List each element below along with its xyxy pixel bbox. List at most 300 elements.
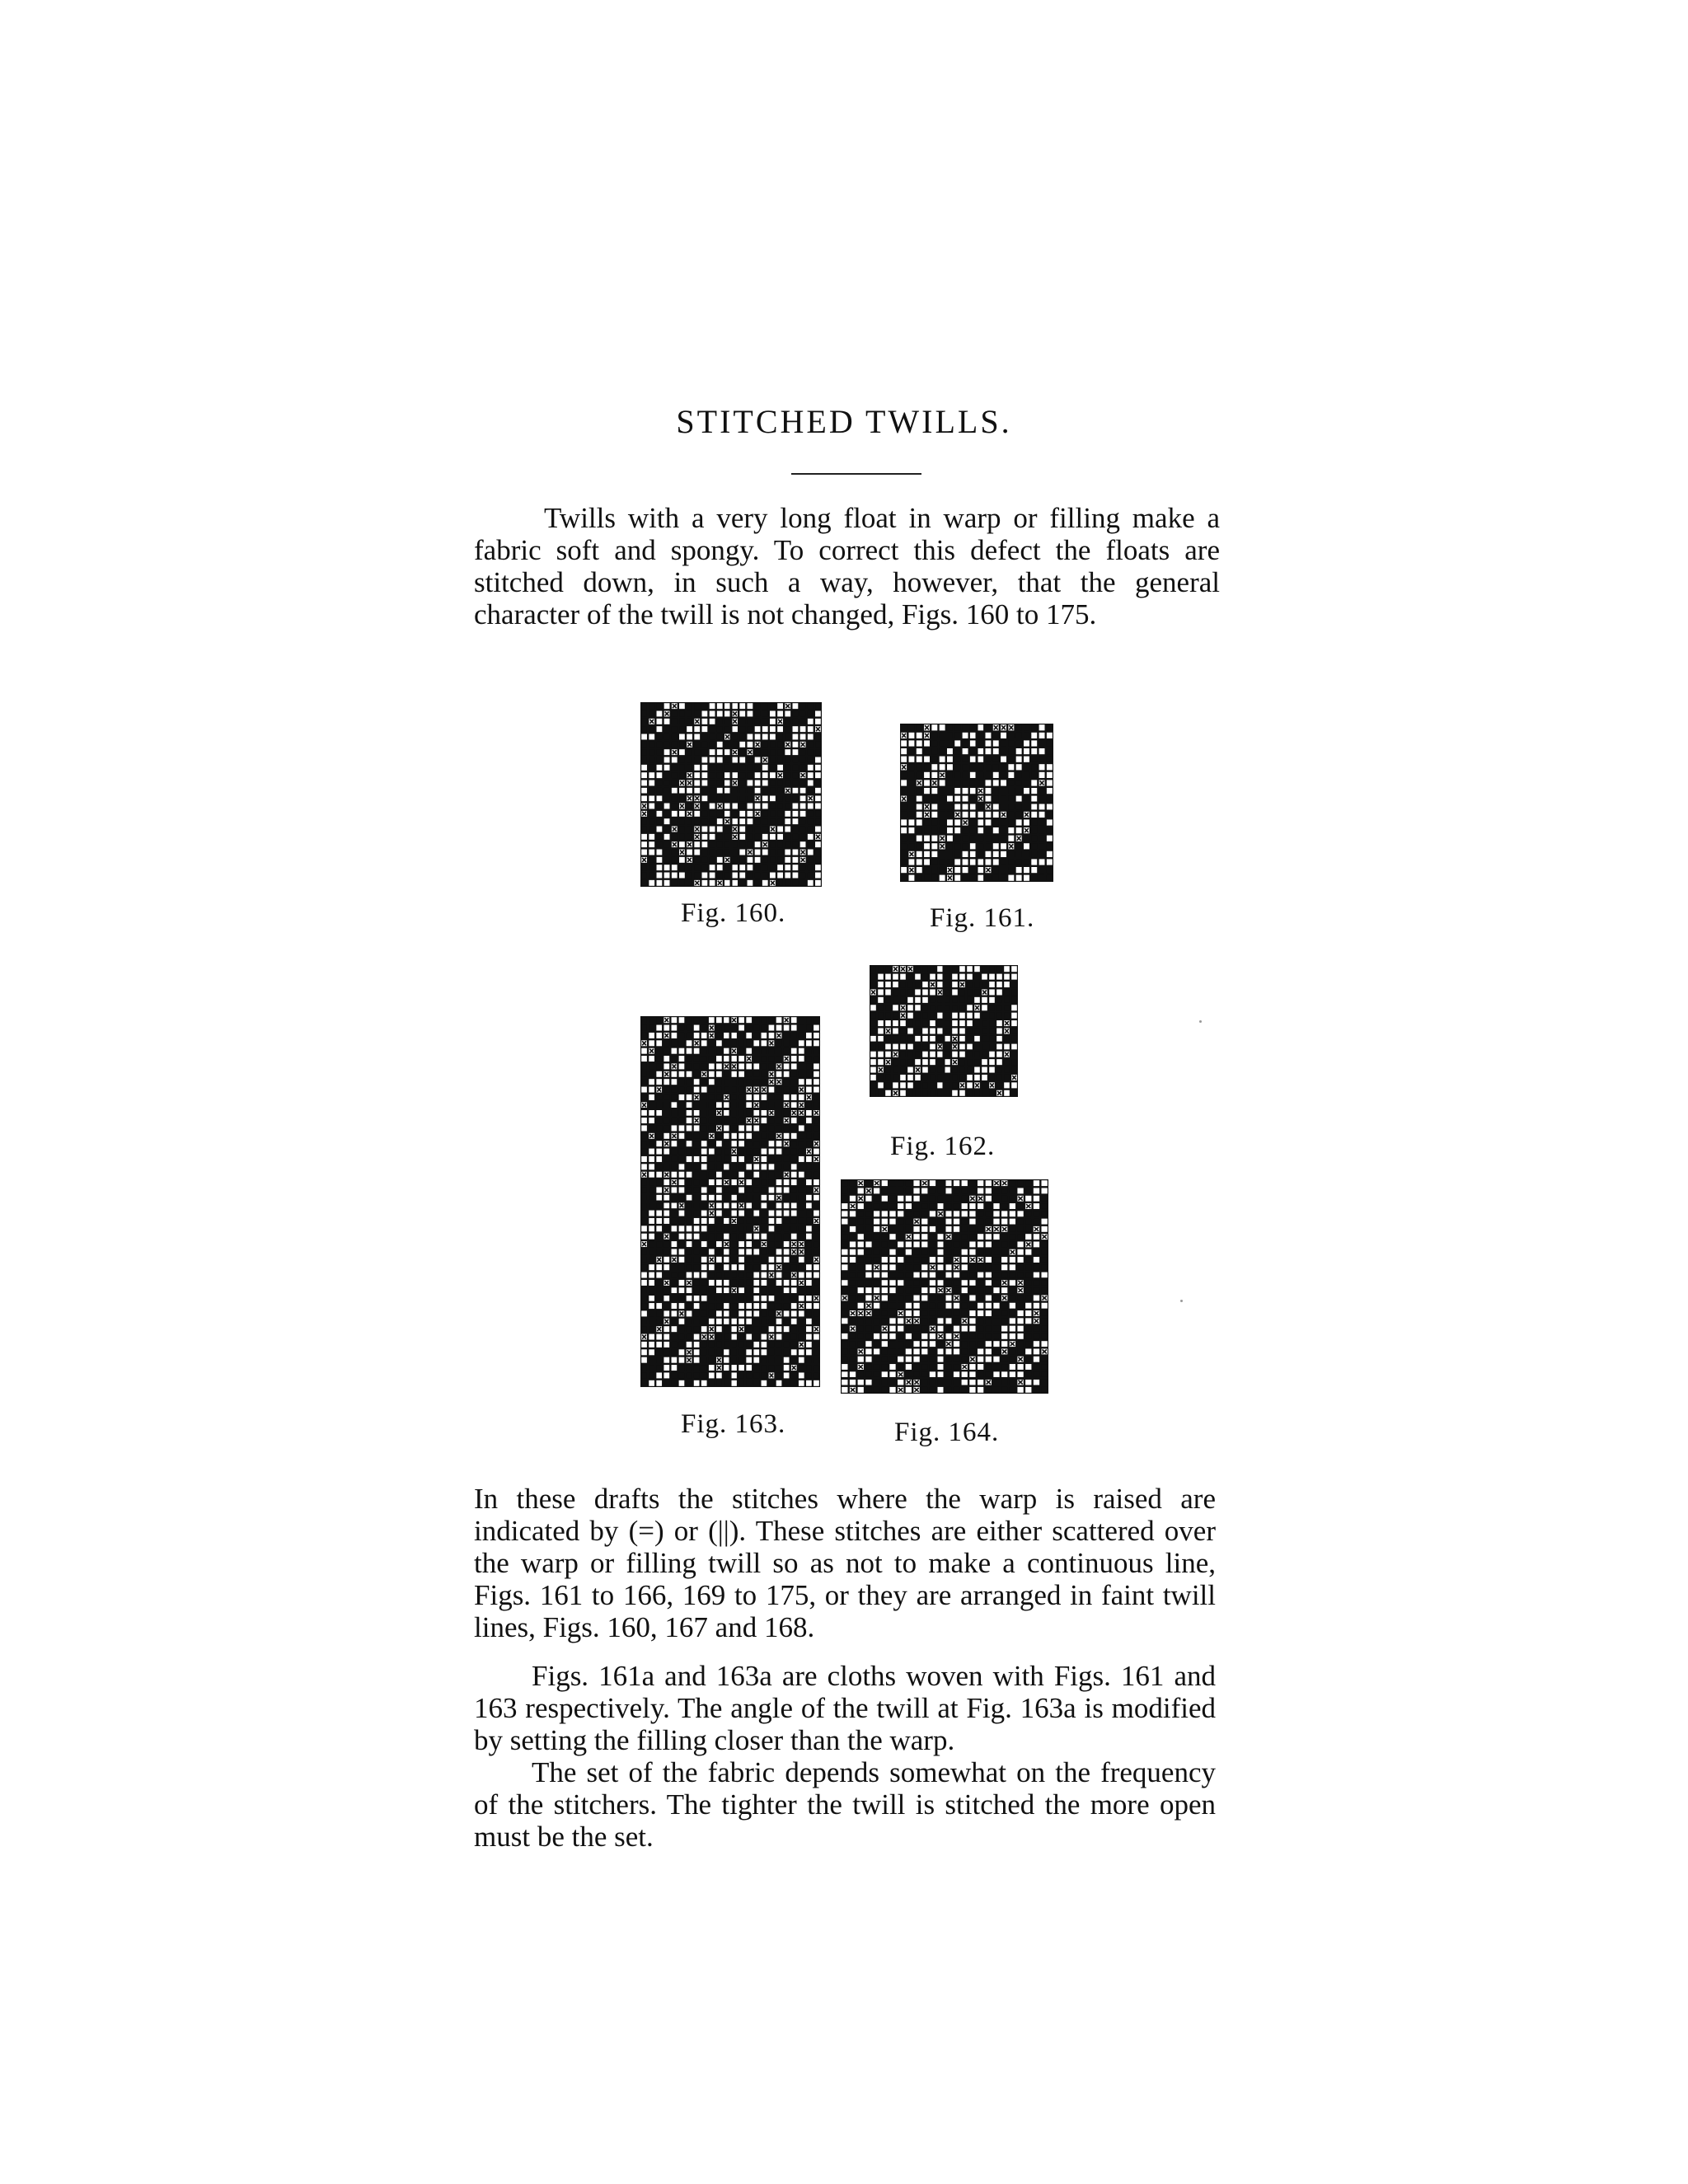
- draft-cell-empty: [679, 1133, 685, 1139]
- draft-cell-filled: [1042, 1380, 1048, 1385]
- draft-cell-empty: [672, 1017, 678, 1023]
- draft-cell-empty: [702, 795, 708, 801]
- draft-cell-filled: [732, 788, 738, 794]
- draft-cell-filled: [874, 1357, 879, 1362]
- draft-cell-filled: [672, 1094, 678, 1100]
- draft-cell-filled: [945, 1241, 951, 1247]
- draft-cell-empty: [672, 1071, 678, 1077]
- draft-cell-filled: [806, 1048, 812, 1054]
- draft-cell-filled: [762, 811, 768, 817]
- draft-cell-empty: [986, 1280, 992, 1286]
- draft-cell-empty: [746, 1310, 752, 1316]
- draft-cell-empty: [776, 1319, 782, 1324]
- draft-cell-empty: [893, 1005, 898, 1010]
- draft-cell-filled: [1042, 1257, 1048, 1263]
- draft-cell-empty: [1034, 1196, 1039, 1202]
- draft-cell-filled: [739, 726, 745, 732]
- draft-cell-filled: [924, 764, 930, 770]
- draft-cell-filled: [769, 1241, 775, 1247]
- draft-cell-filled: [1034, 1211, 1039, 1216]
- draft-cell-filled: [800, 880, 806, 886]
- draft-cell-filled: [882, 1234, 888, 1240]
- draft-cell-filled: [649, 1102, 654, 1108]
- draft-cell-empty: [748, 857, 753, 863]
- draft-cell-filled: [1047, 724, 1053, 730]
- draft-cell-empty: [679, 1249, 685, 1254]
- draft-cell-empty: [930, 1371, 935, 1377]
- draft-cell-empty: [701, 1164, 707, 1169]
- draft-cell-empty: [974, 966, 980, 972]
- draft-cell-filled: [793, 719, 799, 724]
- draft-cell-empty: [954, 740, 960, 746]
- draft-cell-filled: [746, 1110, 752, 1116]
- draft-cell-empty: [930, 1257, 935, 1263]
- draft-cell-filled: [930, 1082, 935, 1088]
- draft-cell-filled: [784, 1264, 790, 1270]
- draft-cell-empty: [978, 748, 983, 754]
- draft-cell-filled: [885, 1082, 891, 1088]
- draft-divider: [870, 1042, 1018, 1044]
- draft-cell-filled: [808, 873, 814, 879]
- draft-cell-empty: [738, 1319, 744, 1324]
- draft-cell-empty: [649, 1280, 654, 1286]
- draft-cell-empty: [753, 1357, 759, 1363]
- draft-cell-filled: [800, 703, 806, 709]
- draft-cell-empty: [777, 834, 783, 840]
- draft-cell-empty: [755, 757, 761, 763]
- draft-cell-filled: [878, 1043, 884, 1049]
- draft-cell-empty: [716, 1280, 722, 1286]
- draft-cell-filled: [858, 1295, 864, 1301]
- draft-cell-filled: [982, 1036, 987, 1042]
- draft-cell-filled: [710, 841, 715, 847]
- draft-cell-empty: [738, 1025, 744, 1031]
- draft-cell-empty: [913, 1303, 919, 1309]
- draft-cell-empty: [1031, 859, 1037, 865]
- draft-cell-empty: [878, 1059, 884, 1065]
- draft-cell-filled: [731, 1249, 737, 1254]
- draft-cell-filled: [739, 719, 745, 724]
- draft-cell-empty: [656, 1218, 662, 1224]
- draft-cell-empty: [930, 1059, 935, 1065]
- draft-cell-filled: [709, 1310, 715, 1316]
- draft-cell-empty: [791, 1048, 797, 1054]
- draft-cell-empty: [716, 1172, 722, 1178]
- draft-cell-empty: [663, 1218, 669, 1224]
- draft-cell-filled: [937, 1090, 943, 1096]
- draft-cell-empty: [1001, 1219, 1007, 1225]
- draft-cell-filled: [709, 1094, 715, 1100]
- draft-cell-filled: [1034, 1249, 1039, 1255]
- draft-cell-empty: [709, 1372, 715, 1378]
- draft-cell-empty: [731, 1141, 737, 1146]
- draft-cell-empty: [724, 1257, 729, 1263]
- draft-cell-empty: [970, 788, 976, 794]
- draft-cell-filled: [694, 1326, 700, 1332]
- draft-cell-empty: [687, 1195, 692, 1201]
- draft-cell-empty: [731, 1071, 737, 1077]
- draft-cell-filled: [649, 742, 654, 748]
- draft-cell-empty: [791, 1133, 797, 1139]
- draft-cell-filled: [748, 757, 753, 763]
- draft-cell-empty: [900, 1075, 906, 1080]
- draft-cell-empty: [702, 765, 708, 771]
- draft-cell-filled: [931, 875, 937, 881]
- draft-cell-filled: [974, 1090, 980, 1096]
- draft-cell-empty: [945, 1348, 951, 1354]
- draft-cell-filled: [1034, 1287, 1039, 1293]
- draft-cell-empty: [649, 1087, 654, 1093]
- draft-cell-filled: [901, 772, 907, 778]
- draft-cell-empty: [1047, 788, 1053, 794]
- draft-cell-empty: [962, 1180, 968, 1186]
- draft-cell-filled: [814, 1017, 819, 1023]
- draft-cell-filled: [672, 765, 678, 771]
- figure-162-caption: Fig. 162.: [890, 1132, 996, 1161]
- draft-cell-empty: [663, 1357, 669, 1363]
- draft-cell-empty: [738, 1071, 744, 1077]
- draft-cell-filled: [753, 1241, 759, 1247]
- draft-cell-empty: [969, 1211, 975, 1216]
- draft-cell-filled: [687, 1017, 692, 1023]
- draft-cell-filled: [1011, 1090, 1017, 1096]
- draft-cell-empty: [1025, 1303, 1031, 1309]
- draft-cell-filled: [784, 1234, 790, 1240]
- draft-cell-empty: [870, 1075, 876, 1080]
- draft-cell-empty: [1047, 804, 1053, 809]
- draft-cell-filled: [993, 796, 999, 802]
- draft-cell-empty: [762, 1296, 767, 1301]
- draft-cell-empty: [762, 834, 768, 840]
- figure-162-draft: [870, 965, 1018, 1097]
- draft-cell-filled: [687, 1056, 692, 1062]
- draft-cell-empty: [963, 788, 968, 794]
- draft-cell-filled: [930, 1203, 935, 1209]
- draft-cell-filled: [710, 788, 715, 794]
- draft-cell-filled: [974, 1052, 980, 1057]
- draft-cell-filled: [930, 1295, 935, 1301]
- draft-cell-filled: [746, 1272, 752, 1278]
- draft-cell-empty: [739, 811, 745, 817]
- draft-cell-filled: [724, 841, 730, 847]
- draft-cell-empty: [641, 780, 647, 786]
- draft-cell-filled: [657, 780, 663, 786]
- draft-cell-empty: [800, 734, 806, 740]
- draft-cell-filled: [748, 772, 753, 778]
- draft-cell-empty: [921, 1333, 927, 1339]
- draft-cell-empty: [893, 1020, 898, 1026]
- draft-cell-filled: [649, 1187, 654, 1193]
- draft-cell-filled: [996, 997, 1002, 1003]
- draft-cell-empty: [915, 1059, 921, 1065]
- draft-cell-empty: [1017, 1326, 1023, 1332]
- draft-cell-empty: [814, 1211, 819, 1216]
- draft-cell-empty: [717, 711, 723, 717]
- draft-cell-empty: [898, 1318, 903, 1324]
- draft-cell-empty: [687, 1287, 692, 1293]
- draft-cell-filled: [717, 873, 723, 879]
- draft-cell-filled: [717, 726, 723, 732]
- draft-cell-empty: [755, 804, 761, 809]
- draft-cell-filled: [909, 804, 915, 809]
- draft-cell-filled: [940, 812, 945, 818]
- draft-cell-filled: [784, 1040, 790, 1046]
- draft-cell-filled: [954, 748, 960, 754]
- draft-cell-empty: [1004, 982, 1010, 987]
- draft-cell-filled: [656, 1179, 662, 1185]
- draft-cell-filled: [710, 795, 715, 801]
- draft-cell-filled: [954, 1318, 959, 1324]
- draft-cell-empty: [717, 818, 723, 824]
- draft-cell-filled: [915, 1090, 921, 1096]
- draft-cell-empty: [889, 1249, 895, 1255]
- draft-cell-filled: [906, 1341, 912, 1347]
- draft-cell-filled: [963, 827, 968, 833]
- draft-cell-filled: [1031, 836, 1037, 841]
- draft-cell-filled: [753, 1141, 759, 1146]
- draft-cell-filled: [738, 1195, 744, 1201]
- draft-cell-empty: [959, 974, 965, 980]
- draft-cell-filled: [716, 1218, 722, 1224]
- draft-cell-empty: [672, 788, 678, 794]
- draft-cell-filled: [800, 749, 806, 755]
- draft-cell-empty: [1034, 1241, 1039, 1247]
- draft-cell-filled: [806, 1218, 812, 1224]
- draft-cell-empty: [641, 1272, 647, 1278]
- draft-cell-empty: [921, 1264, 927, 1270]
- draft-cell-filled: [850, 1219, 856, 1225]
- draft-cell-filled: [717, 780, 723, 786]
- draft-cell-empty: [785, 857, 790, 863]
- draft-cell-empty: [746, 1017, 752, 1023]
- draft-cell-empty: [978, 1203, 983, 1209]
- draft-cell-empty: [731, 1156, 737, 1162]
- draft-cell-filled: [962, 1219, 968, 1225]
- draft-cell-filled: [940, 859, 945, 865]
- draft-cell-filled: [791, 1125, 797, 1131]
- draft-cell-empty: [913, 1348, 919, 1354]
- draft-cell-filled: [909, 812, 915, 818]
- draft-cell-empty: [702, 711, 708, 717]
- draft-cell-empty: [924, 740, 930, 746]
- draft-cell-filled: [762, 742, 768, 748]
- draft-cell-filled: [776, 1087, 782, 1093]
- draft-cell-filled: [776, 1365, 782, 1371]
- draft-cell-empty: [874, 1287, 879, 1293]
- draft-cell-empty: [1034, 1348, 1039, 1354]
- draft-cell-filled: [649, 765, 654, 771]
- draft-cell-empty: [930, 1287, 935, 1293]
- draft-cell-filled: [940, 733, 945, 738]
- draft-cell-filled: [882, 1318, 888, 1324]
- draft-cell-filled: [710, 772, 715, 778]
- draft-cell-filled: [907, 1020, 913, 1026]
- draft-cell-empty: [1016, 867, 1022, 873]
- draft-cell-empty: [732, 873, 738, 879]
- draft-cell-filled: [784, 1048, 790, 1054]
- draft-cell-empty: [656, 1211, 662, 1216]
- draft-cell-filled: [947, 804, 953, 809]
- draft-cell-filled: [1001, 796, 1006, 802]
- draft-cell-empty: [799, 1372, 804, 1378]
- draft-cell-filled: [921, 1303, 927, 1309]
- draft-cell-empty: [878, 1028, 884, 1033]
- draft-cell-empty: [842, 1364, 847, 1370]
- draft-cell-filled: [882, 1249, 888, 1255]
- draft-cell-filled: [672, 780, 678, 786]
- draft-cell-filled: [738, 1048, 744, 1054]
- draft-cell-empty: [687, 1241, 692, 1247]
- draft-cell-empty: [641, 1342, 647, 1347]
- draft-cell-filled: [716, 1149, 722, 1155]
- draft-cell-empty: [709, 1218, 715, 1224]
- draft-cell-empty: [922, 989, 928, 995]
- draft-cell-empty: [842, 1387, 847, 1393]
- draft-cell-filled: [769, 1063, 775, 1069]
- draft-cell-empty: [915, 997, 921, 1003]
- draft-cell-filled: [1010, 1357, 1015, 1362]
- draft-cell-filled: [924, 819, 930, 825]
- draft-cell-empty: [945, 1295, 951, 1301]
- draft-cell-filled: [784, 1349, 790, 1355]
- draft-cell-filled: [913, 1371, 919, 1377]
- draft-cell-filled: [898, 1264, 903, 1270]
- draft-cell-filled: [672, 742, 678, 748]
- draft-cell-empty: [865, 1196, 871, 1202]
- draft-cell-filled: [938, 1188, 944, 1193]
- draft-cell-filled: [945, 1249, 951, 1255]
- draft-cell-empty: [937, 1028, 943, 1033]
- draft-cell-filled: [769, 1319, 775, 1324]
- draft-cell-filled: [865, 1364, 871, 1370]
- draft-cell-filled: [694, 1241, 700, 1247]
- draft-cell-empty: [641, 1125, 647, 1131]
- draft-cell-filled: [901, 804, 907, 809]
- draft-cell-filled: [672, 1087, 678, 1093]
- draft-cell-empty: [738, 1056, 744, 1062]
- draft-cell-empty: [641, 1226, 647, 1231]
- draft-cell-filled: [687, 1303, 692, 1309]
- draft-cell-empty: [913, 1272, 919, 1278]
- draft-cell-empty: [909, 819, 915, 825]
- draft-cell-filled: [1008, 733, 1014, 738]
- draft-cell-empty: [963, 851, 968, 857]
- draft-cell-filled: [762, 711, 768, 717]
- draft-cell-empty: [993, 1234, 999, 1240]
- draft-cell-filled: [762, 1319, 767, 1324]
- draft-cell-empty: [901, 819, 907, 825]
- draft-cell-filled: [814, 1357, 819, 1363]
- draft-cell-filled: [974, 1043, 980, 1049]
- draft-cell-empty: [716, 1211, 722, 1216]
- draft-cell-filled: [993, 1257, 999, 1263]
- draft-cell-empty: [762, 726, 768, 732]
- draft-cell-filled: [702, 734, 708, 740]
- cloths-paragraph: Figs. 161a and 163a are cloths woven with Figs. 161 and 163 respectively. The angle of the twill at Fig. 163a is modified by setting the filling closer than the warp.: [474, 1660, 1216, 1756]
- draft-cell-empty: [1017, 1249, 1023, 1255]
- draft-cell-empty: [724, 1303, 729, 1309]
- draft-cell-filled: [649, 1357, 654, 1363]
- draft-cell-empty: [1011, 1020, 1017, 1026]
- draft-cell-empty: [974, 1036, 980, 1042]
- draft-cell-empty: [913, 1241, 919, 1247]
- draft-cell-filled: [913, 1333, 919, 1339]
- draft-cell-filled: [716, 1380, 722, 1386]
- draft-cell-filled: [776, 1056, 782, 1062]
- draft-cell-filled: [963, 772, 968, 778]
- draft-cell-filled: [978, 1280, 983, 1286]
- draft-cell-empty: [898, 1196, 903, 1202]
- draft-cell-empty: [1042, 1272, 1048, 1278]
- draft-cell-filled: [893, 997, 898, 1003]
- draft-cell-empty: [663, 1264, 669, 1270]
- draft-cell-empty: [945, 1219, 951, 1225]
- draft-cell-empty: [679, 1071, 685, 1077]
- draft-cell-filled: [641, 1179, 647, 1185]
- draft-cell-filled: [937, 1067, 943, 1073]
- draft-cell-filled: [663, 1125, 669, 1131]
- draft-cell-filled: [762, 1372, 767, 1378]
- draft-cell-filled: [874, 1234, 879, 1240]
- draft-cell-filled: [962, 1188, 968, 1193]
- draft-cell-empty: [865, 1348, 871, 1354]
- draft-cell-filled: [870, 974, 876, 980]
- draft-cell-empty: [641, 1234, 647, 1240]
- draft-cell-filled: [913, 1280, 919, 1286]
- draft-cell-filled: [769, 1234, 775, 1240]
- draft-cell-filled: [978, 1249, 983, 1255]
- draft-cell-filled: [1016, 851, 1022, 857]
- draft-cell-empty: [930, 1020, 935, 1026]
- draft-cell-filled: [814, 1226, 819, 1231]
- draft-cell-filled: [850, 1295, 856, 1301]
- draft-cell-empty: [885, 989, 891, 995]
- draft-cell-empty: [664, 804, 670, 809]
- draft-cell-empty: [701, 1149, 707, 1155]
- draft-cell-filled: [858, 1371, 864, 1377]
- draft-cell-empty: [993, 1341, 999, 1347]
- draft-cell-filled: [799, 1234, 804, 1240]
- draft-cell-empty: [959, 1052, 965, 1057]
- draft-cell-empty: [913, 1234, 919, 1240]
- draft-cell-filled: [1017, 1348, 1023, 1354]
- draft-cell-empty: [962, 1371, 968, 1377]
- draft-cell-filled: [664, 857, 670, 863]
- draft-cell-empty: [808, 765, 814, 771]
- draft-cell-empty: [663, 1079, 669, 1085]
- draft-cell-filled: [882, 1348, 888, 1354]
- draft-cell-filled: [1001, 1318, 1007, 1324]
- draft-cell-filled: [917, 724, 922, 730]
- draft-cell-filled: [1024, 733, 1029, 738]
- draft-cell-empty: [694, 1110, 700, 1116]
- draft-cell-empty: [986, 819, 992, 825]
- draft-cell-empty: [967, 1075, 973, 1080]
- draft-cell-empty: [762, 1118, 767, 1123]
- draft-cell-empty: [739, 818, 745, 824]
- draft-cell-filled: [1031, 757, 1037, 762]
- draft-cell-filled: [649, 1310, 654, 1316]
- draft-cell-filled: [649, 1195, 654, 1201]
- draft-cell-empty: [806, 1264, 812, 1270]
- draft-cell-filled: [785, 834, 790, 840]
- draft-cell-filled: [808, 827, 814, 832]
- draft-cell-filled: [808, 711, 814, 717]
- draft-cell-empty: [641, 1056, 647, 1062]
- draft-cell-filled: [785, 757, 790, 763]
- draft-cell-filled: [993, 875, 999, 881]
- draft-cell-filled: [878, 1075, 884, 1080]
